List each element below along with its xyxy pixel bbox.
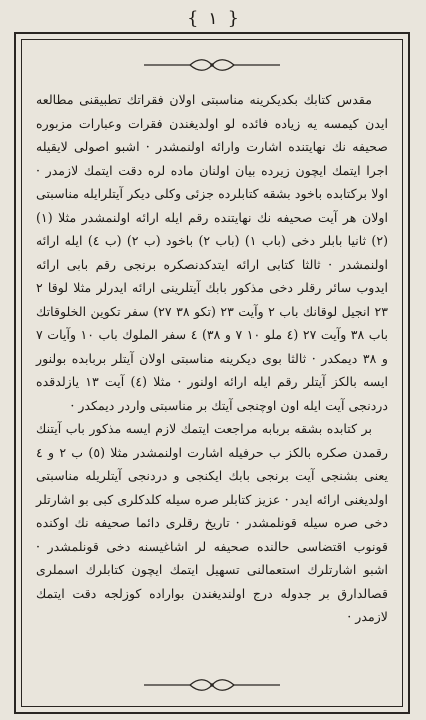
ornament-divider-top [142, 58, 282, 72]
page-header [0, 6, 426, 32]
page-border-outer [14, 32, 410, 714]
header-bracket-right: } [227, 8, 240, 29]
ornament-divider-bottom [142, 678, 282, 692]
body-text [36, 88, 388, 663]
paragraph: بر كتابده بشقه بربابه مراجعت ايتمك لازم ايسه مذكور باب آيتنك رقمدن صكره بالكز ب حرفيله اشارت اولنمشدر مثلا (٥) ب ٢ و ٤ يعنى بشنجى آيت برنجى بابك ايكنجى و دردنجى آيتلريله مناسبتى اولديغنى ارائه ايدر · عزيز كتابلر صره سيله كلدكلرى كبى بو اشارتلر دخى صره سيله قونلمشدر · تاريخ رقلرى دائما صحيفه نك اوكنده قونوب اقتضاسى حالنده صحيفه لر اشاغيسنه دخى قونلمشدر · اشبو اشارتلرك استعمالنى تسهيل ايتمك ايچون كتابلرك اسملرى قصالدارق بر جدوله درج اولنديغندن بواراده كوزلجه دقت ايتمك لازمدر · [36, 421, 388, 624]
paragraph: مقدس كتابك بكديكرينه مناسبتى اولان فقراتك تطبيقنى مطالعه ايدن كيمسه يه زياده فائده لو اولديغندن فقرات وعبارات مزبوره صحيفه نك نهايتنده اشارت وارائه اولنمشدر · اشبو اصولى لايقيله اجرا ايتمك ايچون زيرده بيان اولنان ماده لره دقت ايتمك لازمدر · اولا بركتابده باخود بشقه كتابلرده جزئى وكلى ديكر آيتلرايله مناسبتى اولان هر آيت صحيفه نك نهايتنده رقم ايله ارائه اولنمشدر مثلا (١) (٢) ثانيا بابلر دخى (باب ١) (باب ٢) باخود (ب ٢) (ب ٤) ايله ارائه اولنمشدر · ثالثا كتابى ارائه ايتدكدنصكره برنجى رقم بابى ارائه ايدوب سائر رقلر دخى مذكور بابك آيتلرينى ارائه ايدرلر مثلا لوقا ٢ ٢٣ انجيل لوقانك باب ٢ وآيت ٢٣ (تكو ٣٨ ٢٧) سفر تكوين الخلوقاتك باب ٣٨ وآيت ٢٧ (٤ ملو ١٠ ٧ و ٣٨) ٤ سفر الملوك باب ١٠ وآيات ٧ و ٣٨ ديمكدر · ثالثا بوى ديكرينه مناسبتى اولان آيتلر بربابده بولنور ايسه بالكز آيتلر رقم ايله ارائه اولنور · مثلا (٤) آيت ١٣ يازلدقده دردنجى آيت ايله اون اوچنجى آيتك بر مناسبتى واردر ديمكدر · [36, 92, 388, 413]
header-bracket-left: { [186, 8, 199, 29]
page-number: ١ [208, 8, 218, 29]
